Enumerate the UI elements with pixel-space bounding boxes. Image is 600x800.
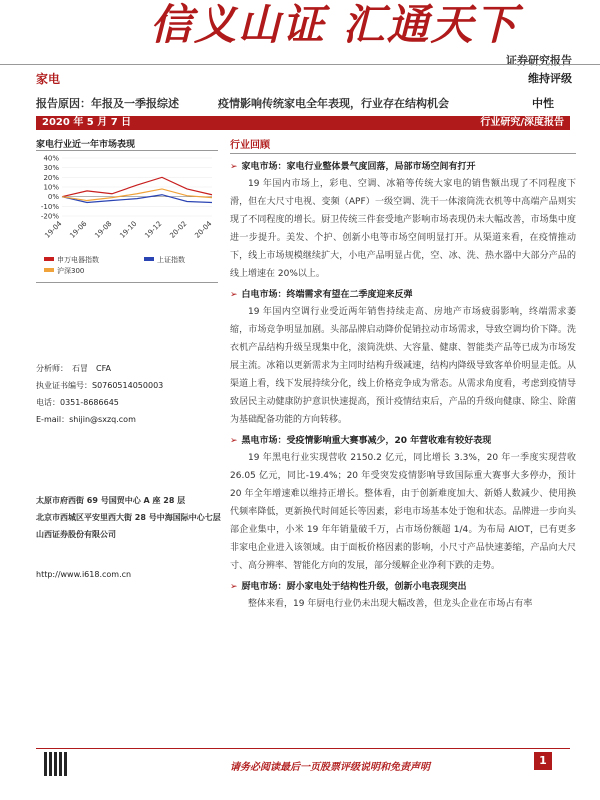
- item-text: 19 年国内空调行业受近两年销售持续走高、房地产市场疲弱影响，终端需求萎缩，市场竞争明显加剧。头部品牌启动降价促销拉动市场需求，导致空调均价下降。洗衣机产品结构升级呈现集中化，滚筒洗烘、大容量、健康、智能类产品等已成为市场发展主流。冰箱以更新需求为主同时结构升级减速，结构内降级导致客单价明显走低。从渠道上看，线下发展持续分化，线上价格竞争成为常态。从需求角度看，考虑到疫情导致居民主动健康防护意识快速提高，预计疫情结束后，产品的升级向健康、除尘、除菌为基础配备功能的方向转移。: [230, 307, 576, 425]
- analyst-name: 分析师： 石冒 CFA: [36, 364, 111, 373]
- x-tick-label: 19-10: [118, 219, 139, 240]
- chart-title: 家电行业近一年市场表现: [36, 140, 136, 150]
- report-headline: 疫情影响传统家电全年表现，行业存在结构机会: [218, 97, 449, 110]
- main-content: [230, 136, 576, 613]
- item-title: ➢ 白电市场：终端需求有望在二季度迎来反弹: [230, 290, 413, 300]
- arrow-icon: ➢: [230, 436, 238, 446]
- section-title: 行业回顾: [230, 136, 576, 154]
- address-line-2: 北京市西城区平安里西大街 28 号中海国际中心七层: [36, 513, 221, 522]
- x-tick-label: 20-02: [168, 219, 189, 240]
- item-text: 19 年黑电行业实现营收 2150.2 亿元，同比增长 3.3%，20 年一季度实现营收 26.05 亿元，同比-19.4%；20 年受突发疫情影响导致国际重大赛事大多停办，预计 20 年全年增速难以维持正增长。整体看，由于创新难度加大、新婚人数减少、使用换代频率降低，更新换代时间延长等因素，彩电市场基本处于饱和状态。品牌进一步向头部企业集中，小米 19 年年销量破千万，占市场份额超 1/4。为布局 AIOT，已有更多非家电企业进入该领域。由于面板价格因素的影响，小尺寸产品快速萎缩，产品向大尺寸、高分辨率、智能化方向的发展，部分缓解企业净利下跌的走势。: [230, 453, 576, 571]
- rating-value: 中性: [532, 97, 554, 110]
- rating-label: 维持评级: [528, 72, 572, 85]
- footer-divider: [36, 748, 570, 749]
- date-bar: [36, 116, 570, 130]
- legend-label: 申万电器指数: [57, 256, 99, 264]
- y-tick-label: 30%: [43, 164, 59, 173]
- market-performance-chart: [36, 152, 218, 280]
- legend-swatch: [44, 268, 54, 272]
- chart-bottom-rule: [36, 282, 218, 283]
- legend-swatch: [44, 257, 54, 261]
- legend-label: 沪深300: [57, 267, 85, 275]
- disclaimer: 请务必阅读最后一页股票评级说明和免责声明: [230, 762, 430, 773]
- page-number: 1: [534, 752, 552, 770]
- company-address: [36, 492, 226, 543]
- company-website[interactable]: http://www.i618.com.cn: [36, 570, 132, 579]
- x-tick-label: 20-04: [193, 219, 214, 240]
- arrow-icon: ➢: [230, 162, 238, 172]
- company-name: 山西证券股份有限公司: [36, 530, 116, 539]
- header-divider: [0, 64, 600, 65]
- item-title: ➢ 黑电市场：受疫情影响重大赛事减少，20 年营收难有较好表现: [230, 436, 492, 446]
- y-tick-label: 0%: [47, 193, 59, 202]
- brand-logo: 信义山证 汇通天下: [150, 0, 519, 49]
- item-text: 19 年国内市场上，彩电、空调、冰箱等传统大家电的销售额出现了不同程度下滑，但在大尺寸电视、变频（APF）一级空调、洗干一体滚筒洗衣机等中高端产品则实现了不同程度的增长。厨卫传统三件套受地产影响市场表现仍未大幅改善，市场集中度进一步提升。美发、个护、创新小电等市场空间明显打开。从渠道来看，在疫情推动下，线上市场规模继续扩大，小电产品明显占优，空、冰、洗、热水器中大部分产品的线上增速在 20%以上。: [230, 179, 576, 279]
- report-type: 证券研究报告: [506, 54, 572, 67]
- y-tick-label: -20%: [40, 212, 59, 221]
- report-date: 2020 年 5 月 7 日: [42, 117, 132, 128]
- y-tick-label: -10%: [40, 202, 59, 211]
- x-tick-label: 19-06: [68, 219, 89, 240]
- y-tick-label: 10%: [43, 183, 59, 192]
- chart-top-rule: [36, 150, 218, 151]
- legend-label: 上证指数: [157, 256, 185, 264]
- arrow-icon: ➢: [230, 290, 238, 300]
- item-title: ➢ 家电市场：家电行业整体景气度回落，局部市场空间有打开: [230, 162, 476, 172]
- address-line-1: 太原市府西街 69 号国贸中心 A 座 28 层: [36, 496, 186, 505]
- y-tick-label: 40%: [43, 154, 59, 163]
- x-tick-label: 19-12: [143, 219, 164, 240]
- analyst-phone: 电话：0351-8686645: [36, 398, 119, 407]
- qr-code: [44, 752, 68, 776]
- x-tick-label: 19-08: [93, 219, 114, 240]
- x-tick-label: 19-04: [43, 219, 64, 240]
- item-title: ➢ 厨电市场：厨小家电处于结构性升级，创新小电表现突出: [230, 582, 467, 592]
- analyst-email[interactable]: E-mail：shijin@sxzq.com: [36, 415, 136, 424]
- report-reason: 报告原因：年报及一季报综述: [36, 97, 179, 110]
- legend-swatch: [144, 257, 154, 261]
- analyst-license: 执业证书编号：S0760514050003: [36, 381, 164, 390]
- arrow-icon: ➢: [230, 582, 238, 592]
- sector-label: 家电: [36, 72, 61, 86]
- analyst-contacts: [36, 360, 226, 428]
- item-text: 整体来看，19 年厨电行业仍未出现大幅改善，但龙头企业在市场占有率: [248, 599, 533, 609]
- report-category: 行业研究/深度报告: [480, 117, 564, 128]
- y-tick-label: 20%: [43, 173, 59, 182]
